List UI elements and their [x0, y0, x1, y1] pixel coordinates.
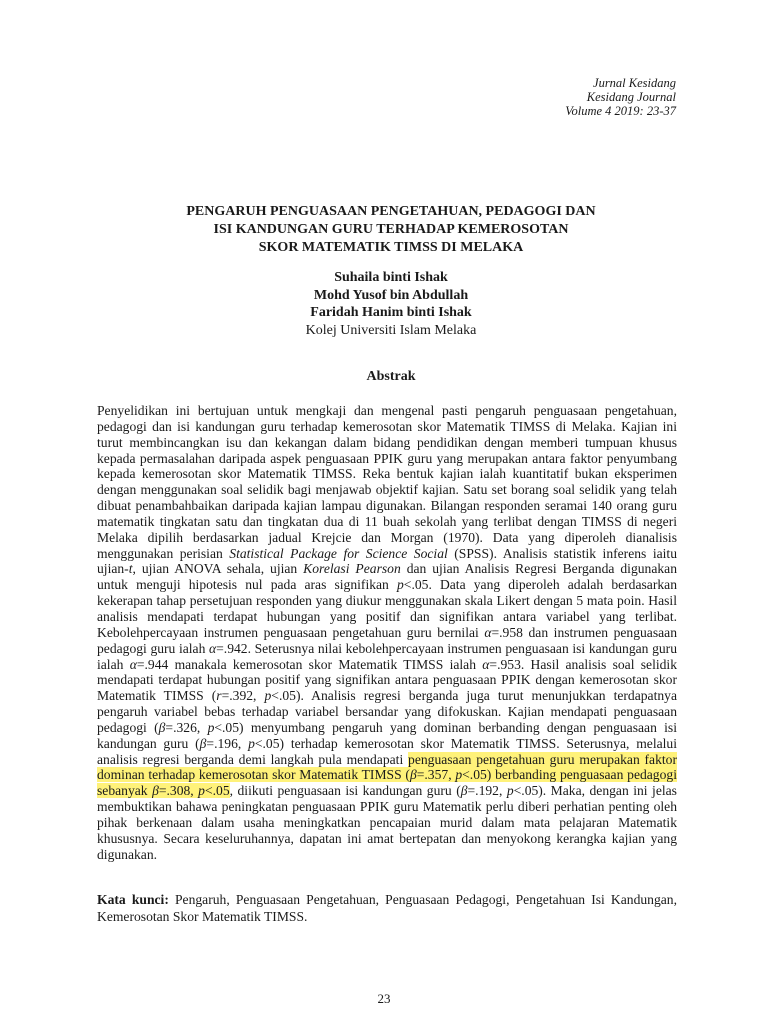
author-affiliation: Kolej Universiti Islam Melaka	[305, 322, 477, 338]
journal-volume: Volume 4 2019: 23-37	[565, 104, 676, 118]
author-name: Faridah Hanim binti Ishak	[310, 305, 472, 320]
author-block	[96, 269, 686, 339]
title-line-3: SKOR MATEMATIK TIMSS DI MELAKA	[258, 240, 524, 255]
keywords-text: Pengaruh, Penguasaan Pengetahuan, Penguasaan Pedagogi, Pengetahuan Isi Kandungan, Kemerosotan Skor Matematik TIMSS.	[97, 892, 677, 924]
keywords	[97, 892, 677, 925]
highlighted-finding: penguasaan pengetahuan guru merupakan faktor dominan terhadap kemerosotan skor Matematik TIMSS (β=.357, p<.05) berbanding penguasaan pedagogi sebanyak β=.308, p<.05	[97, 751, 677, 799]
journal-name-english: Kesidang Journal	[586, 90, 676, 104]
keywords-label: Kata kunci:	[97, 892, 169, 907]
author-name: Mohd Yusof bin Abdullah	[313, 287, 469, 303]
page-number: 23	[377, 991, 391, 1006]
abstract-body: Penyelidikan ini bertujuan untuk mengkaji dan mengenal pasti pengaruh penguasaan pengetahuan, pedagogi dan isi kandungan guru terhadap kemerosotan skor Matematik TIMSS di Melaka. Kajian ini turut membincangkan isu dan kekangan dalam bidang pendidikan dengan memberi tumpuan khusus kepada permasalahan daripada aspek penguasaan PPIK guru yang merupakan antara faktor penyumbang kepada kemerosotan skor Matematik TIMSS. Reka bentuk kajian ialah kuantitatif bukan eksperimen dengan menggunakan soal selidik bagi menjawab objektif kajian. Satu set borang soal selidik yang telah dibuat penambahbaikan daripada kajian lampau digunakan. Bilangan responden seramai 140 orang guru matematik tingkatan satu dan tingkatan dua di 11 buah sekolah yang terlibat dengan TIMSS di negeri Melaka dipilih berdasarkan jadual Krejcie dan Morgan (1970). Data yang diperoleh dianalisis menggunakan perisian Statistical Package for Science Social (SPSS). Analisis statistik inferens iaitu ujian-t, ujian ANOVA sehala, ujian Korelasi Pearson dan ujian Analisis Regresi Berganda digunakan untuk menguji hipotesis nul pada aras signifikan p<.05. Data yang diperoleh adalah berdasarkan kekerapan tahap persetujuan responden yang diukur menggunakan skala Likert dengan 5 mata poin. Hasil analisis mendapati terdapat hubungan yang positif dan signifikan antara variabel yang terlibat. Kebolehpercayaan instrumen penguasaan pengetahuan guru bernilai α=.958 dan instrumen penguasaan pedagogi guru ialah α=.942. Seterusnya nilai kebolehpercayaan instrumen penguasaan isi kandungan guru ialah α=.944 manakala kemerosotan skor Matematik TIMSS ialah α=.953. Hasil analisis soal selidik mendapati terdapat hubungan positif yang signifikan antara penguasaan PPIK dengan kemerosotan skor Matematik TIMSS (r=.392, p<.05). Analisis regresi berganda juga turut menunjukkan terdapatnya pengaruh variabel bebas terhadap variabel bersandar yang difokuskan. Kajian mendapati penguasaan pedagogi (β=.326, p<.05) menyumbang pengaruh yang dominan berbanding dengan penguasaan isi kandungan guru (β=.196, p<.05) terhadap kemerosotan skor Matematik TIMSS. Seterusnya, melalui analisis regresi berganda demi langkah pula mendapati penguasaan pengetahuan guru merupakan faktor dominan terhadap kemerosotan skor Matematik TIMSS (β=.357, p<.05) berbanding penguasaan pedagogi sebanyak β=.308, p<.05, diikuti penguasaan isi kandungan guru (β=.192, p<.05). Maka, dengan ini jelas membuktikan bahawa peningkatan penguasaan PPIK guru Matematik perlu diberi perhatian penting oleh pihak berkenaan dalam usaha meningkatkan pencapaian murid dalam mata pelajaran Matematik khususnya. Secara keseluruhannya, dapatan ini amat bertepatan dan menyokong kerangka kajian yang digunakan.	[97, 403, 678, 862]
title-line-1: PENGARUH PENGUASAAN PENGETAHUAN, PEDAGOGI DAN	[186, 204, 596, 219]
paper-title	[96, 203, 686, 257]
abstract-heading: Abstrak	[366, 369, 416, 384]
author-name: Suhaila binti Ishak	[334, 270, 448, 285]
journal-name: Jurnal Kesidang	[593, 76, 676, 90]
journal-header	[565, 76, 676, 118]
title-line-2: ISI KANDUNGAN GURU TERHADAP KEMEROSOTAN	[213, 222, 569, 237]
